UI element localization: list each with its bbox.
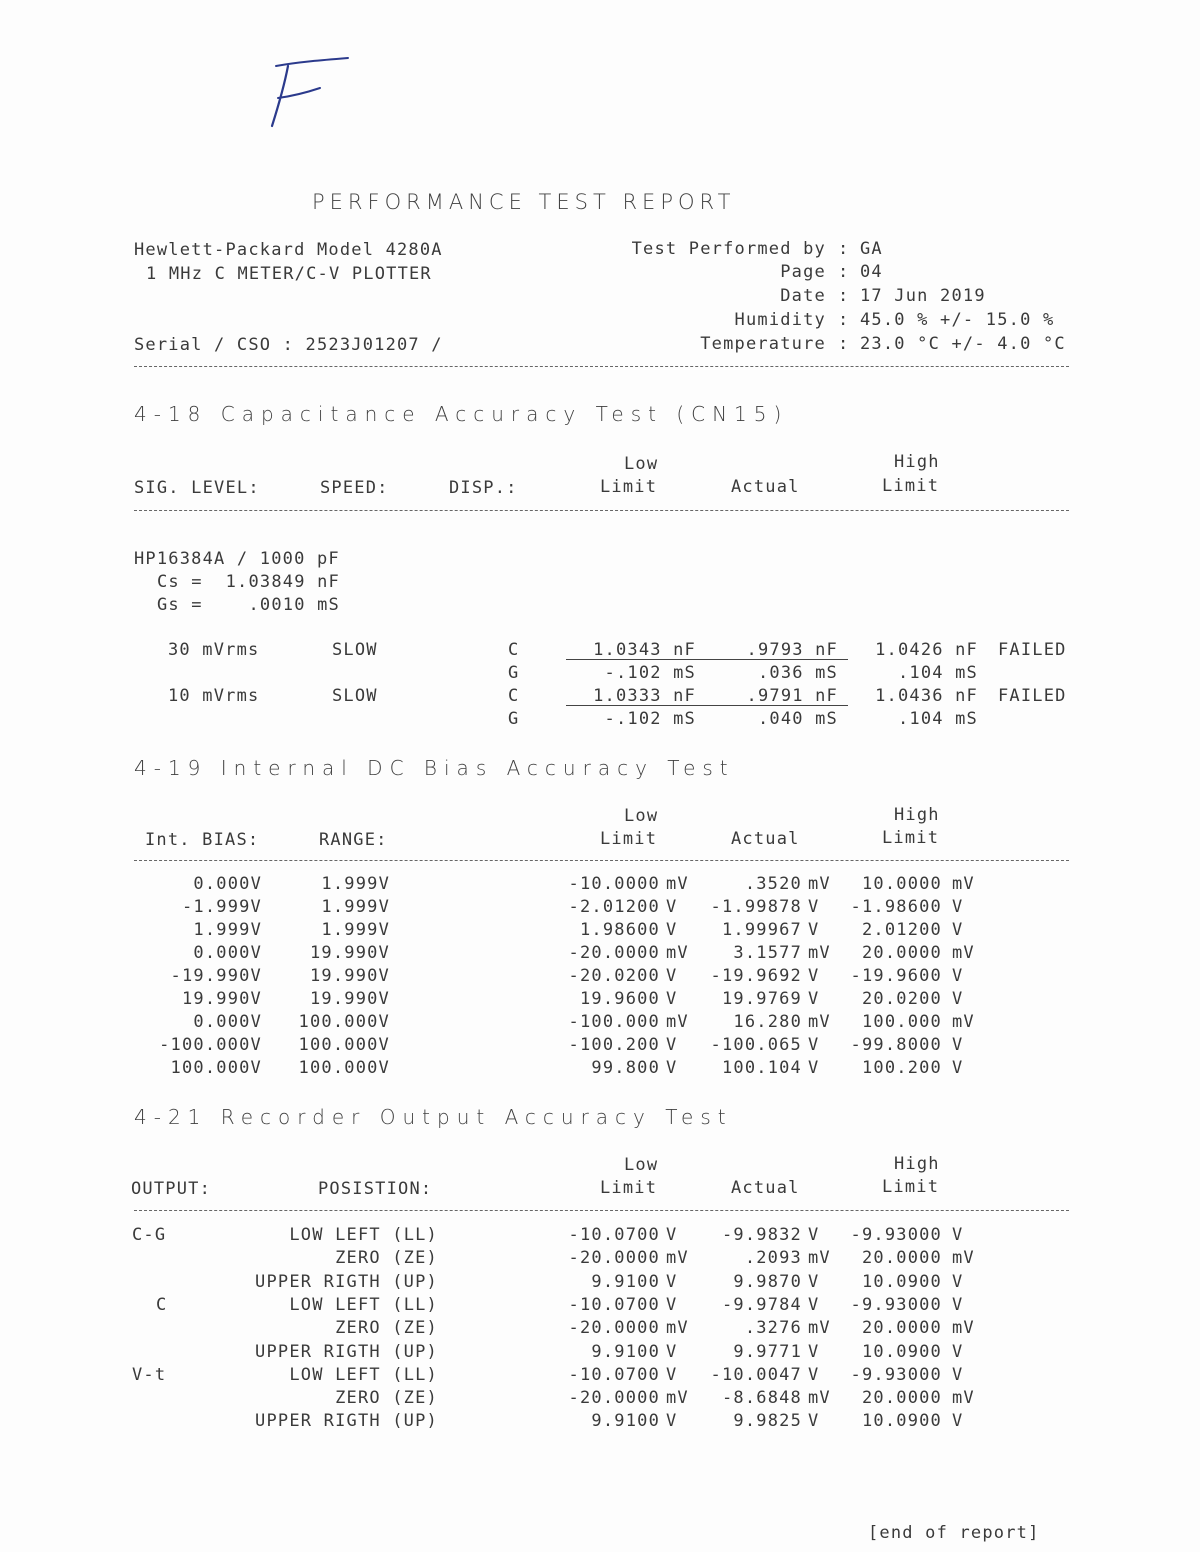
actual-unit-cell: mV (808, 1248, 831, 1269)
range-cell: 1.999V (321, 920, 390, 940)
high-limit-cell: -9.93000 (850, 1294, 942, 1315)
col-low-2: Limit (600, 1178, 658, 1198)
status-cell: FAILED (998, 686, 1067, 706)
position-cell: LOW LEFT (LL) (289, 1364, 438, 1385)
high-limit-cell: 10.0900 (861, 1341, 942, 1362)
output-cell: C-G (132, 1225, 167, 1245)
actual-cell: .9793 nF (746, 640, 838, 660)
low-unit-cell: V (666, 1035, 678, 1055)
actual-unit-cell: V (808, 1058, 820, 1078)
actual-unit-cell: V (808, 1341, 820, 1362)
position-cell: UPPER RIGTH (UP) (255, 1271, 438, 1292)
low-unit-cell: V (666, 920, 678, 940)
low-unit-cell: mV (666, 1388, 689, 1409)
low-limit-cell: -20.0000 (568, 1248, 660, 1269)
low-unit-cell: mV (666, 1318, 689, 1339)
sig-level-cell: 10 mVrms (168, 686, 260, 706)
output-cell: V-t (132, 1364, 167, 1385)
actual-cell: 16.280 (733, 1012, 802, 1032)
divider (134, 860, 1069, 861)
actual-unit-cell: V (808, 1364, 820, 1385)
int-bias-cell: 0.000V (193, 943, 262, 963)
separator: : (838, 262, 850, 282)
col-speed: SPEED: (320, 478, 389, 498)
status-cell: FAILED (998, 640, 1067, 660)
high-limit-cell: 10.0000 (861, 874, 942, 894)
high-limit-cell: 1.0436 nF (875, 686, 978, 706)
high-unit-cell: mV (952, 1012, 975, 1032)
low-limit-cell: -10.0700 (568, 1225, 660, 1245)
actual-cell: 3.1577 (733, 943, 802, 963)
range-cell: 19.990V (309, 966, 390, 986)
low-limit-cell: 9.9100 (591, 1411, 660, 1432)
range-cell: 1.999V (321, 874, 390, 894)
low-unit-cell: V (666, 1341, 678, 1362)
section-title-4-18: 4-18 Capacitance Accuracy Test (CN15) (134, 402, 789, 426)
low-limit-cell: -100.200 (568, 1035, 660, 1055)
actual-cell: 19.9769 (721, 989, 802, 1009)
divider (134, 1210, 1069, 1211)
low-unit-cell: V (666, 1058, 678, 1078)
actual-unit-cell: V (808, 1294, 820, 1315)
col-low-2: Limit (600, 477, 658, 497)
low-limit-cell: 9.9100 (591, 1341, 660, 1362)
header-field-value: 45.0 % +/- 15.0 % (860, 310, 1055, 330)
high-unit-cell: V (952, 1271, 964, 1292)
high-limit-cell: 20.0000 (861, 1318, 942, 1339)
disp-cell: G (508, 709, 520, 729)
instrument-description: 1 MHz C METER/C-V PLOTTER (146, 264, 432, 284)
low-limit-cell: -20.0000 (568, 1318, 660, 1339)
high-limit-cell: 2.01200 (861, 920, 942, 940)
high-limit-cell: 20.0000 (861, 943, 942, 963)
speed-cell: SLOW (332, 686, 378, 706)
col-high-1: High (894, 452, 940, 472)
low-unit-cell: V (666, 1225, 678, 1245)
low-unit-cell: V (666, 989, 678, 1009)
high-unit-cell: mV (952, 1248, 975, 1269)
actual-cell: 9.9771 (733, 1341, 802, 1362)
sig-level-cell: 30 mVrms (168, 640, 260, 660)
col-actual: Actual (731, 477, 800, 497)
low-unit-cell: mV (666, 874, 689, 894)
header-field-label: Page (780, 262, 826, 282)
actual-unit-cell: V (808, 1035, 820, 1055)
low-unit-cell: V (666, 1271, 678, 1292)
high-limit-cell: 10.0900 (861, 1411, 942, 1432)
low-limit-cell: -2.01200 (568, 897, 660, 917)
low-unit-cell: V (666, 1294, 678, 1315)
high-unit-cell: V (952, 1294, 964, 1315)
low-unit-cell: V (666, 1364, 678, 1385)
int-bias-cell: -1.999V (181, 897, 262, 917)
actual-cell: 100.104 (721, 1058, 802, 1078)
col-low-2: Limit (600, 829, 658, 849)
high-limit-cell: 1.0426 nF (875, 640, 978, 660)
low-limit-cell: -10.0000 (568, 874, 660, 894)
low-limit-cell: 9.9100 (591, 1271, 660, 1292)
separator: : (838, 239, 850, 259)
col-range: RANGE: (319, 830, 388, 850)
actual-unit-cell: V (808, 897, 820, 917)
report-title: PERFORMANCE TEST REPORT (312, 190, 736, 214)
actual-cell: 9.9825 (733, 1411, 802, 1432)
int-bias-cell: -19.990V (170, 966, 262, 986)
divider (134, 366, 1069, 367)
standard-label: HP16384A / 1000 pF (134, 549, 340, 569)
position-cell: ZERO (ZE) (335, 1388, 438, 1409)
actual-cell: 9.9870 (733, 1271, 802, 1292)
col-output: OUTPUT: (131, 1179, 212, 1199)
low-unit-cell: V (666, 966, 678, 986)
int-bias-cell: -100.000V (159, 1035, 262, 1055)
high-unit-cell: V (952, 989, 964, 1009)
int-bias-cell: 0.000V (193, 874, 262, 894)
actual-unit-cell: V (808, 1225, 820, 1245)
col-low-1: Low (624, 454, 659, 474)
actual-cell: .040 mS (757, 709, 838, 729)
low-limit-cell: -.102 mS (604, 709, 696, 729)
high-limit-cell: 20.0000 (861, 1248, 942, 1269)
low-limit-cell: 1.98600 (579, 920, 660, 940)
position-cell: ZERO (ZE) (335, 1318, 438, 1339)
section-title-4-19: 4-19 Internal DC Bias Accuracy Test (134, 756, 735, 780)
high-unit-cell: V (952, 897, 964, 917)
col-high-1: High (894, 1154, 940, 1174)
actual-cell: 1.99967 (721, 920, 802, 940)
col-int-bias: Int. BIAS: (145, 830, 260, 850)
low-limit-cell: -20.0200 (568, 966, 660, 986)
cs-value: Cs = 1.03849 nF (157, 572, 340, 592)
actual-cell: -100.065 (710, 1035, 802, 1055)
separator: : (838, 310, 850, 330)
col-high-2: Limit (882, 1177, 940, 1197)
low-limit-cell: 1.0333 nF (593, 686, 696, 706)
actual-cell: -8.6848 (721, 1388, 802, 1409)
high-limit-cell: .104 mS (897, 709, 978, 729)
end-of-report: [end of report] (868, 1523, 1040, 1543)
high-unit-cell: V (952, 920, 964, 940)
low-unit-cell: V (666, 897, 678, 917)
header-field-value: 04 (860, 262, 883, 282)
col-high-2: Limit (882, 828, 940, 848)
header-field-value: GA (860, 239, 883, 259)
int-bias-cell: 1.999V (193, 920, 262, 940)
disp-cell: G (508, 663, 520, 683)
low-unit-cell: mV (666, 1012, 689, 1032)
low-limit-cell: -20.0000 (568, 943, 660, 963)
output-cell: C (156, 1294, 168, 1315)
high-limit-cell: 100.000 (861, 1012, 942, 1032)
actual-unit-cell: mV (808, 874, 831, 894)
col-position: POSISTION: (318, 1179, 433, 1199)
position-cell: UPPER RIGTH (UP) (255, 1411, 438, 1432)
high-unit-cell: V (952, 966, 964, 986)
high-limit-cell: 20.0000 (861, 1388, 942, 1409)
underline (566, 705, 848, 706)
actual-unit-cell: V (808, 920, 820, 940)
high-unit-cell: V (952, 1341, 964, 1362)
actual-cell: .3520 (744, 874, 802, 894)
high-unit-cell: V (952, 1035, 964, 1055)
actual-cell: -9.9832 (721, 1225, 802, 1245)
section-title-4-21: 4-21 Recorder Output Accuracy Test (134, 1105, 733, 1129)
low-unit-cell: mV (666, 943, 689, 963)
separator: : (838, 334, 850, 354)
high-limit-cell: -99.8000 (850, 1035, 942, 1055)
separator: : (838, 286, 850, 306)
header-field-value: 23.0 °C +/- 4.0 °C (860, 334, 1066, 354)
high-limit-cell: 10.0900 (861, 1271, 942, 1292)
actual-unit-cell: mV (808, 1012, 831, 1032)
high-unit-cell: mV (952, 1388, 975, 1409)
high-limit-cell: -9.93000 (850, 1225, 942, 1245)
high-unit-cell: mV (952, 943, 975, 963)
header-field-label: Date (780, 286, 826, 306)
high-limit-cell: 20.0200 (861, 989, 942, 1009)
header-field-value: 17 Jun 2019 (860, 286, 986, 306)
serial-number: Serial / CSO : 2523J01207 / (134, 335, 443, 355)
int-bias-cell: 19.990V (181, 989, 262, 1009)
actual-cell: .3276 (744, 1318, 802, 1339)
high-unit-cell: V (952, 1364, 964, 1385)
low-unit-cell: V (666, 1411, 678, 1432)
actual-cell: .9791 nF (746, 686, 838, 706)
high-limit-cell: .104 mS (897, 663, 978, 683)
high-unit-cell: mV (952, 1318, 975, 1339)
divider (134, 510, 1069, 511)
actual-unit-cell: V (808, 989, 820, 1009)
col-low-1: Low (624, 1155, 659, 1175)
low-limit-cell: -.102 mS (604, 663, 696, 683)
actual-unit-cell: mV (808, 1388, 831, 1409)
range-cell: 100.000V (298, 1012, 390, 1032)
low-limit-cell: -100.000 (568, 1012, 660, 1032)
low-limit-cell: 1.0343 nF (593, 640, 696, 660)
actual-unit-cell: mV (808, 1318, 831, 1339)
range-cell: 1.999V (321, 897, 390, 917)
speed-cell: SLOW (332, 640, 378, 660)
instrument-model: Hewlett-Packard Model 4280A (134, 240, 443, 260)
range-cell: 100.000V (298, 1058, 390, 1078)
range-cell: 100.000V (298, 1035, 390, 1055)
low-limit-cell: 19.9600 (579, 989, 660, 1009)
low-unit-cell: mV (666, 1248, 689, 1269)
col-actual: Actual (731, 1178, 800, 1198)
actual-cell: .2093 (744, 1248, 802, 1269)
low-limit-cell: 99.800 (591, 1058, 660, 1078)
actual-unit-cell: V (808, 1271, 820, 1292)
actual-cell: -19.9692 (710, 966, 802, 986)
actual-cell: -10.0047 (710, 1364, 802, 1385)
actual-unit-cell: mV (808, 943, 831, 963)
high-limit-cell: -19.9600 (850, 966, 942, 986)
actual-unit-cell: V (808, 1411, 820, 1432)
high-unit-cell: mV (952, 874, 975, 894)
int-bias-cell: 100.000V (170, 1058, 262, 1078)
actual-cell: -9.9784 (721, 1294, 802, 1315)
low-limit-cell: -10.0700 (568, 1364, 660, 1385)
high-unit-cell: V (952, 1225, 964, 1245)
col-disp: DISP.: (449, 478, 518, 498)
header-field-label: Humidity (734, 310, 826, 330)
header-field-label: Test Performed by (631, 239, 826, 259)
position-cell: ZERO (ZE) (335, 1248, 438, 1269)
col-actual: Actual (731, 829, 800, 849)
high-limit-cell: 100.200 (861, 1058, 942, 1078)
position-cell: LOW LEFT (LL) (289, 1225, 438, 1245)
handwritten-f-mark (268, 52, 358, 132)
actual-cell: -1.99878 (710, 897, 802, 917)
high-unit-cell: V (952, 1411, 964, 1432)
disp-cell: C (508, 686, 520, 706)
position-cell: UPPER RIGTH (UP) (255, 1341, 438, 1362)
high-limit-cell: -9.93000 (850, 1364, 942, 1385)
range-cell: 19.990V (309, 943, 390, 963)
col-sig-level: SIG. LEVEL: (134, 478, 260, 498)
underline (566, 659, 848, 660)
position-cell: LOW LEFT (LL) (289, 1294, 438, 1315)
high-unit-cell: V (952, 1058, 964, 1078)
col-high-2: Limit (882, 476, 940, 496)
low-limit-cell: -10.0700 (568, 1294, 660, 1315)
low-limit-cell: -20.0000 (568, 1388, 660, 1409)
actual-cell: .036 mS (757, 663, 838, 683)
header-field-label: Temperature (700, 334, 826, 354)
gs-value: Gs = .0010 mS (157, 595, 340, 615)
col-high-1: High (894, 805, 940, 825)
col-low-1: Low (624, 806, 659, 826)
int-bias-cell: 0.000V (193, 1012, 262, 1032)
high-limit-cell: -1.98600 (850, 897, 942, 917)
range-cell: 19.990V (309, 989, 390, 1009)
actual-unit-cell: V (808, 966, 820, 986)
disp-cell: C (508, 640, 520, 660)
